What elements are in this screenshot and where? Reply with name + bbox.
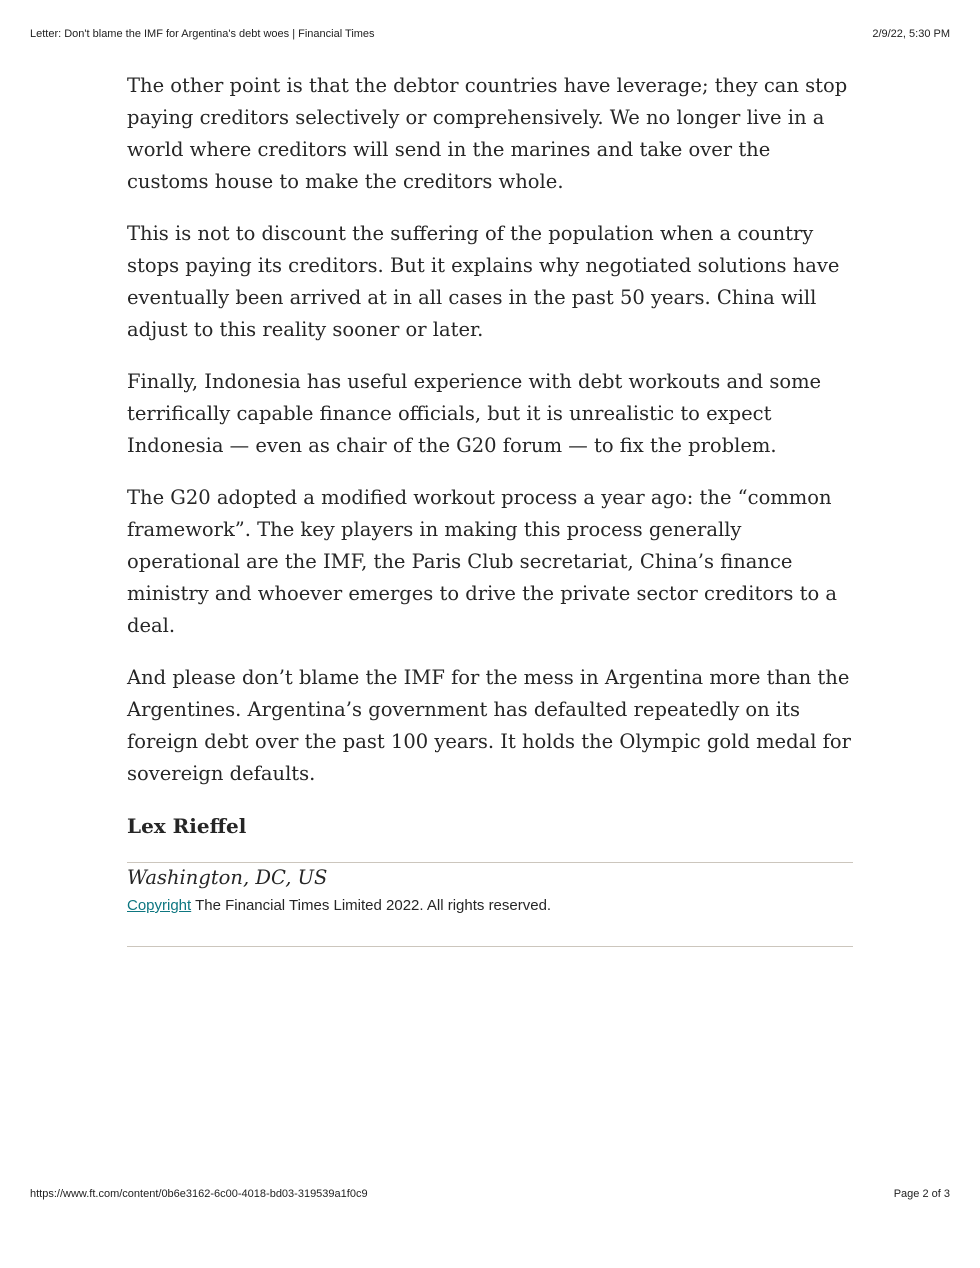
copyright-notice <box>127 897 551 914</box>
print-footer <box>30 1188 950 1200</box>
article-paragraph: This is not to discount the suffering of the population when a country stops paying its creditors. But it explains why negotiated solutions have eventually been arrived at in all cases in the past 50 years. China will adjust to this reality sooner or later. <box>127 222 840 341</box>
article-paragraph: The other point is that the debtor countries have leverage; they can stop paying creditors selectively or comprehensively. We no longer live in a world where creditors will send in the marines and take over the customs house to make the creditors whole. <box>127 74 848 193</box>
author-location: Washington, DC, US <box>127 866 328 889</box>
page-url: https://www.ft.com/content/0b6e3162-6c00-4018-bd03-319539a1f0c9 <box>30 1188 368 1200</box>
divider-top <box>127 862 853 863</box>
author-name: Lex Rieffel <box>127 814 247 838</box>
page-number: Page 2 of 3 <box>893 1188 950 1200</box>
article-body <box>127 70 853 914</box>
copyright-text: The Financial Times Limited 2022. All rights reserved. <box>191 897 552 914</box>
print-header <box>30 28 950 40</box>
print-datetime: 2/9/22, 5:30 PM <box>872 28 950 40</box>
article-paragraph: Finally, Indonesia has useful experience with debt workouts and some terrifically capable finance officials, but it is unrealistic to expect Indonesia — even as chair of the G20 forum — to fix the problem. <box>127 370 822 457</box>
article-paragraph: The G20 adopted a modified workout process a year ago: the “common framework”. The key players in making this process generally operational are the IMF, the Paris Club secretariat, China’s finance ministry and whoever emerges to drive the private sector creditors to a deal. <box>127 486 838 637</box>
article-paragraph: And please don’t blame the IMF for the mess in Argentina more than the Argentines. Argentina’s government has defaulted repeatedly on its foreign debt over the past 100 years. It holds the Olympic gold medal for sovereign defaults. <box>127 666 851 785</box>
copyright-link[interactable]: Copyright <box>127 897 192 914</box>
divider-bottom <box>127 946 853 947</box>
document-title: Letter: Don't blame the IMF for Argentina's debt woes | Financial Times <box>30 28 375 40</box>
